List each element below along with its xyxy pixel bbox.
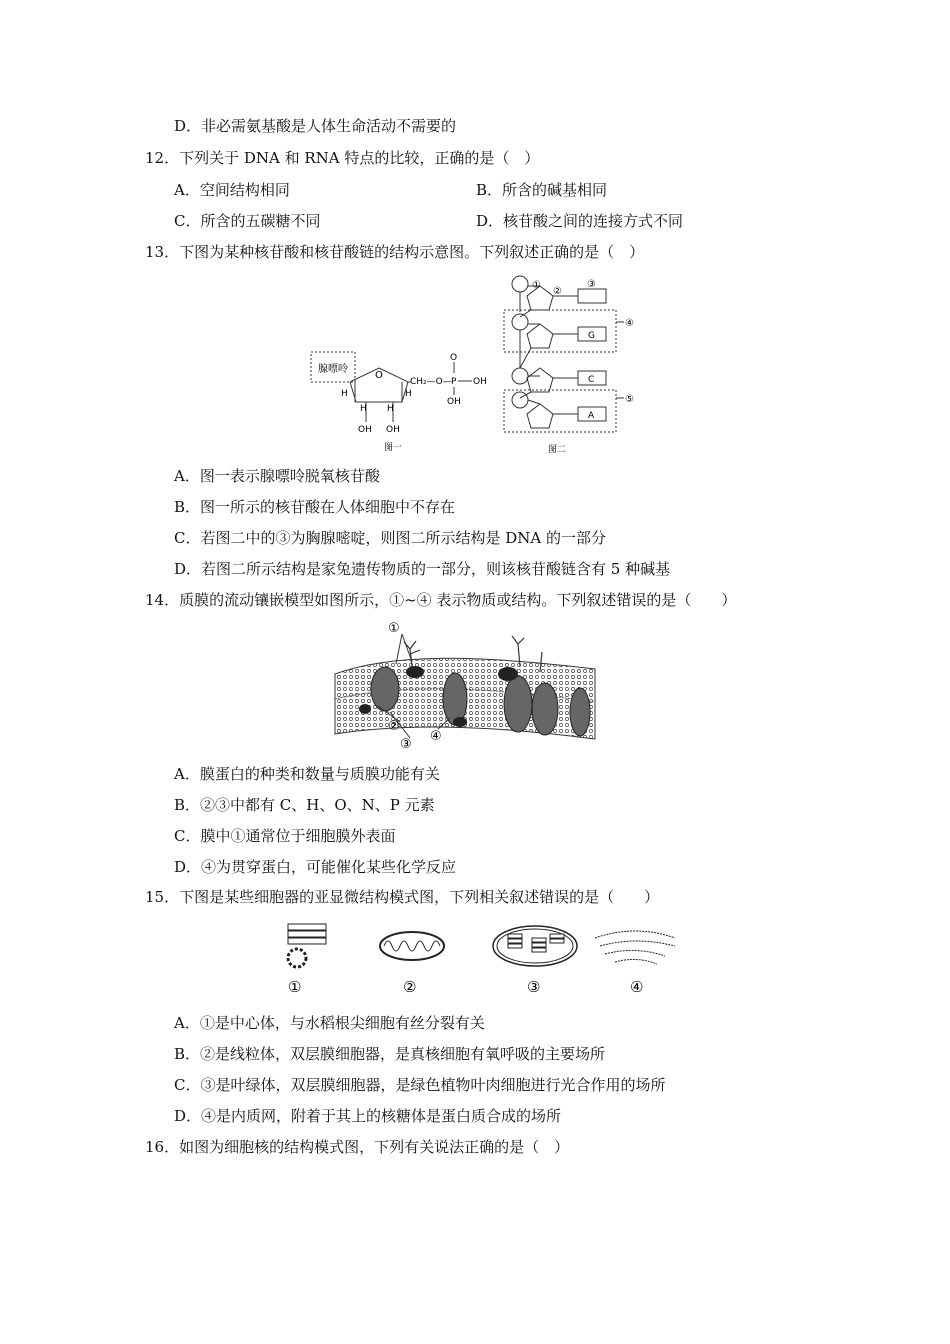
membrane-label-4: ④ — [430, 729, 442, 744]
organelle-label-1: ① — [288, 978, 302, 996]
fig2-label-4: ④ — [625, 318, 634, 329]
organelle-label-3: ③ — [527, 978, 541, 996]
q15-stem: 15．下图是某些细胞器的亚显微结构模式图，下列相关叙述错误的是（ ） — [145, 888, 660, 906]
svg-text:O: O — [450, 353, 458, 363]
q12-option-a: A．空间结构相同 — [174, 181, 290, 199]
membrane-label-1: ① — [388, 621, 400, 636]
base-g: G — [588, 331, 595, 341]
q14-stem: 14．质膜的流动镶嵌模型如图所示，①~④ 表示物质或结构。下列叙述错误的是（ ） — [145, 591, 737, 609]
q13-option-a: A．图一表示腺嘌呤脱氧核苷酸 — [174, 467, 380, 485]
fig2-label-5: ⑤ — [625, 394, 634, 405]
q14-membrane-figure — [330, 614, 600, 754]
base-label: 腺嘌呤 — [318, 364, 348, 375]
q12-option-c: C．所含的五碳糖不同 — [174, 212, 321, 230]
figure-1-caption: 图一 — [384, 443, 403, 453]
q13-option-c: C．若图二中的③为胸腺嘧啶，则图二所示结构是 DNA 的一部分 — [174, 529, 606, 547]
organelle-label-4: ④ — [630, 978, 644, 996]
q13-option-d: D．若图二所示结构是家兔遗传物质的一部分，则该核苷酸链含有 5 种碱基 — [174, 560, 671, 578]
svg-text:OH: OH — [386, 425, 400, 435]
q15-option-c: C．③是叶绿体，双层膜细胞器，是绿色植物叶肉细胞进行光合作用的场所 — [174, 1076, 666, 1094]
base-a: A — [588, 411, 595, 421]
svg-text:OH: OH — [358, 425, 372, 435]
q15-option-a: A．①是中心体，与水稻根尖细胞有丝分裂有关 — [174, 1014, 485, 1032]
q15-organelles-figure — [270, 916, 700, 1000]
figure-2-caption: 图二 — [548, 445, 567, 455]
q12-stem: 12．下列关于 DNA 和 RNA 特点的比较，正确的是（ ） — [145, 149, 540, 167]
q12-option-d: D．核苷酸之间的连接方式不同 — [476, 212, 684, 230]
fig2-label-1: ① — [532, 280, 541, 291]
q11-option-d: D．非必需氨基酸是人体生命活动不需要的 — [174, 117, 457, 135]
q14-option-d: D．④为贯穿蛋白，可能催化某些化学反应 — [174, 858, 457, 876]
svg-text:H: H — [405, 389, 412, 399]
membrane-label-3: ③ — [400, 737, 412, 752]
svg-text:CH₂—O—: CH₂—O— — [410, 377, 452, 387]
svg-text:OH: OH — [473, 377, 487, 387]
fig2-label-3: ③ — [587, 279, 596, 290]
q13-stem: 13．下图为某种核苷酸和核苷酸链的结构示意图。下列叙述正确的是（ ） — [145, 243, 645, 261]
svg-text:O: O — [375, 370, 383, 381]
q14-option-a: A．膜蛋白的种类和数量与质膜功能有关 — [174, 765, 440, 783]
membrane-label-2: ② — [388, 719, 400, 734]
q15-option-b: B．②是线粒体，双层膜细胞器，是真核细胞有氧呼吸的主要场所 — [174, 1045, 606, 1063]
q13-figure-2 — [500, 272, 650, 458]
base-c: C — [588, 375, 595, 385]
svg-text:H: H — [360, 404, 367, 414]
organelle-label-2: ② — [403, 978, 417, 996]
q12-option-b: B．所含的碱基相同 — [476, 181, 608, 199]
q14-option-b: B．②③中都有 C、H、O、N、P 元素 — [174, 796, 435, 814]
svg-text:H: H — [341, 389, 348, 399]
svg-text:P: P — [451, 377, 457, 387]
svg-text:H: H — [387, 404, 394, 414]
q13-figure-1 — [306, 340, 506, 458]
q14-option-c: C．膜中①通常位于细胞膜外表面 — [174, 827, 396, 845]
q15-option-d: D．④是内质网，附着于其上的核糖体是蛋白质合成的场所 — [174, 1107, 562, 1125]
fig2-label-2: ② — [553, 286, 562, 297]
svg-text:OH: OH — [447, 397, 461, 407]
q13-option-b: B．图一所示的核苷酸在人体细胞中不存在 — [174, 498, 456, 516]
q16-stem: 16．如图为细胞核的结构模式图，下列有关说法正确的是（ ） — [145, 1138, 570, 1156]
